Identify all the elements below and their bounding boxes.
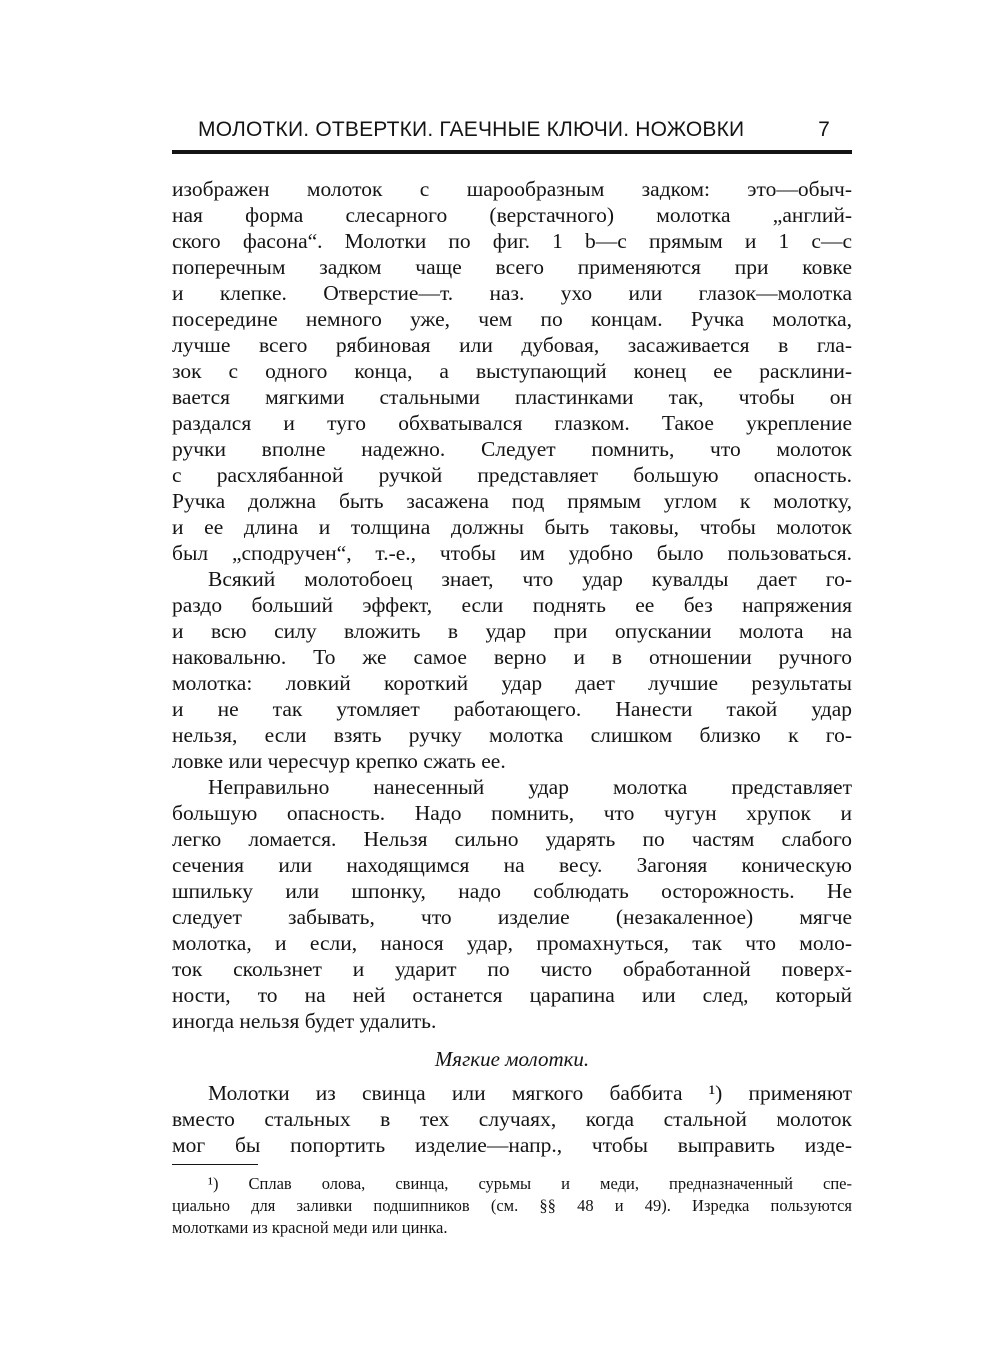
footnote-line: циально для заливки подшипников (см. §§ 48 и 49). Изредка пользуются: [172, 1196, 852, 1215]
page-number: 7: [818, 118, 830, 141]
text-line: сечения или находящимся на весу. Загоняя коническую: [172, 853, 852, 877]
text-line: вместо стальных в тех случаях, когда стальной молоток: [172, 1107, 852, 1131]
text-line: ловке или чересчур крепко сжать ее.: [172, 749, 506, 773]
header-rule: [172, 150, 852, 154]
section-subheading: Мягкие молотки.: [434, 1047, 590, 1071]
text-line: молотка: ловкий короткий удар дает лучшие результаты: [172, 671, 852, 695]
text-line: посередине немного уже, чем по концам. Ручка молотка,: [172, 307, 852, 331]
text-line: и клепке. Отверстие—т. наз. ухо или глазок—молотка: [172, 281, 852, 305]
text-line: изображен молоток с шарообразным задком: это—обыч-: [172, 177, 852, 201]
page-body: [172, 176, 852, 1158]
text-line: поперечным задком чаще всего применяются при ковке: [172, 255, 852, 279]
text-line: ности, то на ней останется царапина или след, который: [172, 983, 852, 1007]
text-line: иногда нельзя будет удалить.: [172, 1009, 437, 1033]
text-line: молотка, и если, нанося удар, промахнуться, так что моло-: [172, 931, 852, 955]
text-line: Неправильно нанесенный удар молотка представляет: [208, 775, 852, 799]
running-header: [172, 110, 852, 150]
text-line: мог бы попортить изделие—напр., чтобы выправить изде-: [172, 1133, 852, 1157]
footnote: [172, 1173, 852, 1239]
text-line: нельзя, если взять ручку молотка слишком близко к го-: [172, 723, 852, 747]
text-line: раздо больший эффект, если поднять ее без напряжения: [172, 593, 852, 617]
text-line: лучше всего рябиновая или дубовая, засаживается в гла-: [172, 333, 852, 357]
paragraph-2: [172, 566, 852, 774]
text-line: наковальню. То же самое верно и в отношении ручного: [172, 645, 852, 669]
text-line: Ручка должна быть засажена под прямым углом к молотку,: [172, 489, 852, 513]
text-line: и не так утомляет работающего. Нанести такой удар: [172, 697, 852, 721]
text-line: и всю силу вложить в удар при опускании молота на: [172, 619, 852, 643]
paragraph-1: [172, 176, 852, 566]
text-line: легко ломается. Нельзя сильно ударять по частям слабого: [172, 827, 852, 851]
text-line: ток скользнет и ударит по чисто обработанной поверх-: [172, 957, 852, 981]
text-line: ручки вполне надежно. Следует помнить, что молоток: [172, 437, 852, 461]
text-line: большую опасность. Надо помнить, что чугун хрупок и: [172, 801, 852, 825]
text-line: шпильку или шпонку, надо соблюдать осторожность. Не: [172, 879, 852, 903]
text-line: зок с одного конца, а выступающий конец ее расклини-: [172, 359, 852, 383]
paragraph-3: [172, 774, 852, 1034]
book-page: [172, 110, 852, 1239]
text-line: следует забывать, что изделие (незакаленное) мягче: [172, 905, 852, 929]
text-line: и ее длина и толщина должны быть таковы, чтобы молоток: [172, 515, 852, 539]
footnote-line: ¹) Сплав олова, свинца, сурьмы и меди, предназначенный спе-: [208, 1174, 852, 1193]
text-line: с расхлябанной ручкой представляет большую опасность.: [172, 463, 852, 487]
header-title: МОЛОТКИ. ОТВЕРТКИ. ГАЕЧНЫЕ КЛЮЧИ. НОЖОВКИ: [198, 118, 745, 141]
footnote-line: молотками из красной меди или цинка.: [172, 1218, 448, 1237]
text-line: Молотки из свинца или мягкого баббита ¹) применяют: [208, 1081, 852, 1105]
text-line: ского фасона“. Молотки по фиг. 1 b—с прямым и 1 c—с: [172, 229, 852, 253]
text-line: был „сподручен“, т.-е., чтобы им удобно было пользоваться.: [172, 541, 852, 565]
text-line: вается мягкими стальными пластинками так, чтобы он: [172, 385, 852, 409]
text-line: раздался и туго обхватывался глазком. Такое укрепление: [172, 411, 852, 435]
text-line: ная форма слесарного (верстачного) молотка „англий-: [172, 203, 852, 227]
paragraph-4: [172, 1080, 852, 1158]
footnote-rule: [172, 1164, 258, 1165]
text-line: Всякий молотобоец знает, что удар кувалды дает го-: [208, 567, 852, 591]
